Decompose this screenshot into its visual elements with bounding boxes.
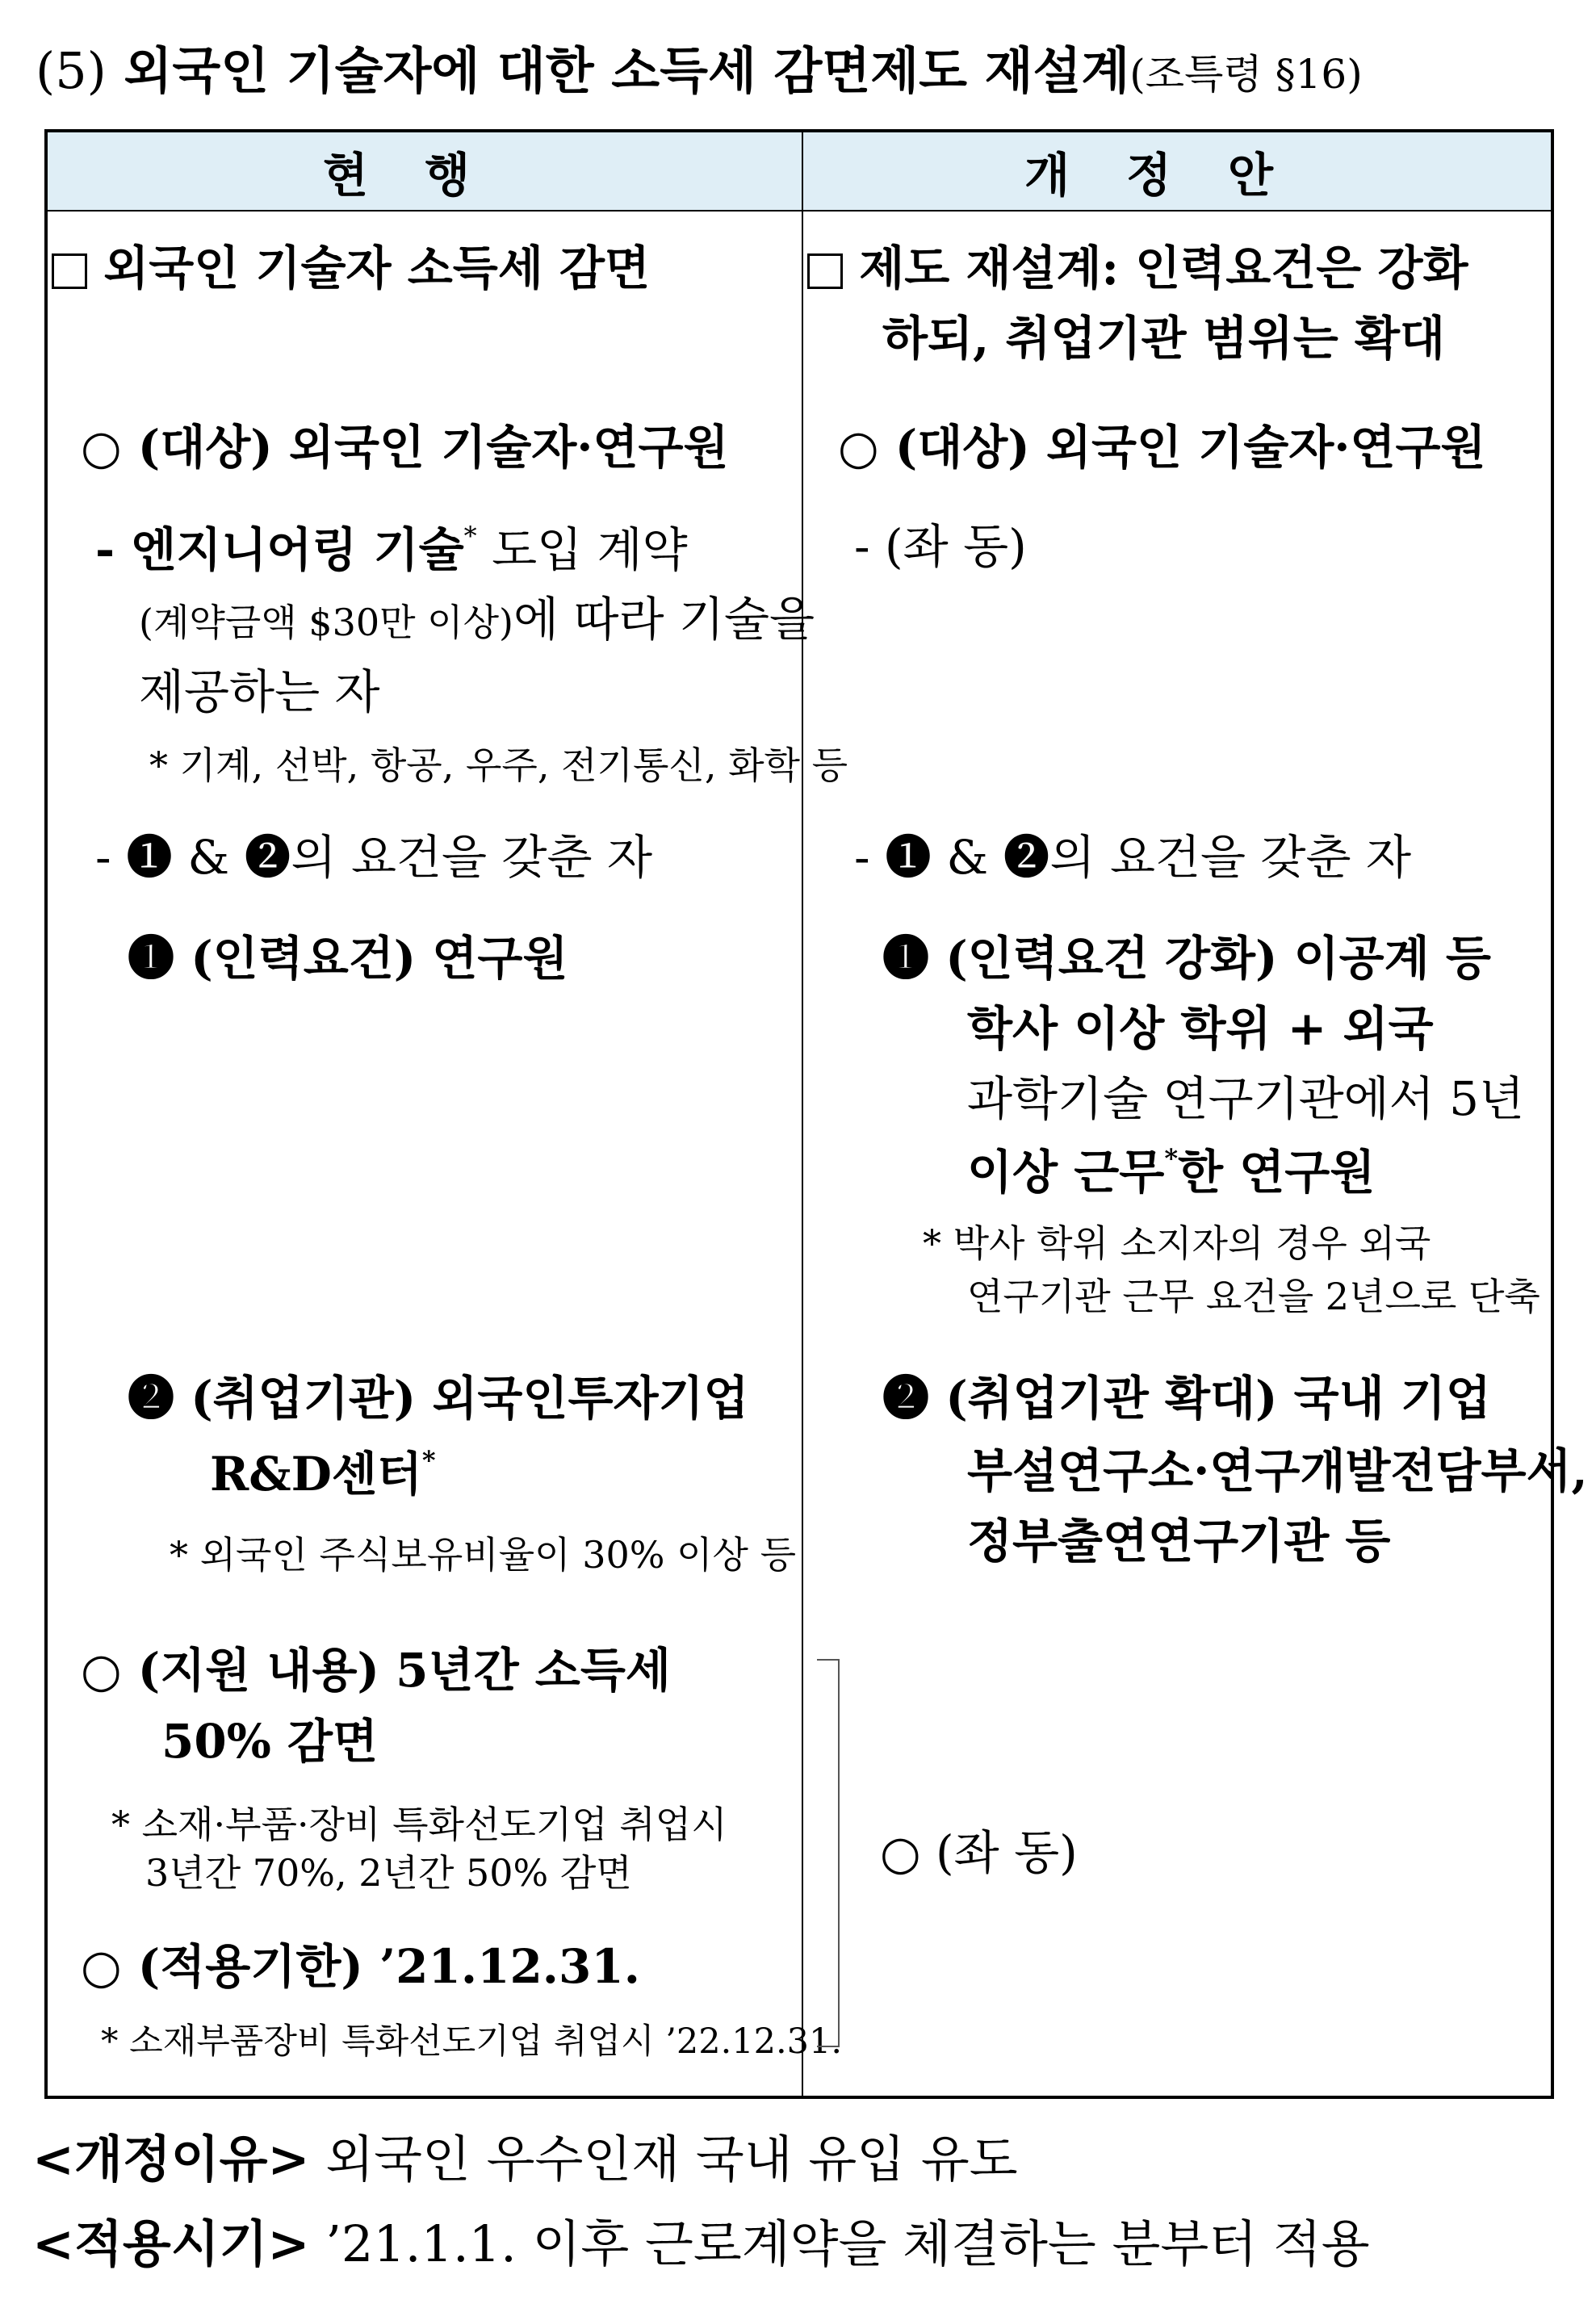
proposed-req2-line3: 정부출연연구기관 등 xyxy=(967,1514,1391,1569)
current-engineering-line1: - 엔지니어링 기술* 도입 계약 xyxy=(95,521,688,577)
current-req2-line1: ❷ (취업기관) 외국인투자기업 xyxy=(128,1371,749,1426)
current-support-note1: * 소재·부품·장비 특화선도기업 취업시 xyxy=(111,1803,727,1846)
checkbox-square-icon xyxy=(807,253,843,289)
header-proposed: 개정안 xyxy=(1024,148,1330,203)
proposed-same2: ○ (좌 동) xyxy=(880,1825,1078,1880)
proposed-req2-line1: ❷ (취업기관 확대) 국내 기업 xyxy=(882,1371,1491,1426)
current-req1: ❶ (인력요건) 연구원 xyxy=(128,931,568,986)
header-current: 현행 xyxy=(322,148,527,203)
current-req2-line2: R&D센터* xyxy=(210,1445,436,1502)
proposed-same: - (좌 동) xyxy=(854,519,1027,574)
proposed-req1-line3: 과학기술 연구기관에서 5년 xyxy=(967,1071,1525,1126)
proposed-req2-line2: 부설연구소·연구개발전담부서, xyxy=(967,1443,1588,1498)
proposed-heading-line2: 하되, 취업기관 범위는 확대 xyxy=(882,311,1446,366)
current-req2-note: * 외국인 주식보유비율이 30% 이상 등 xyxy=(170,1533,797,1577)
current-support-line1: ○ (지원 내용) 5년간 소득세 xyxy=(81,1643,671,1698)
current-support-line2: 50% 감면 xyxy=(161,1714,379,1769)
proposed-heading-line1: 제도 재설계: 인력요건은 강화 xyxy=(807,245,1468,291)
proposed-target: ○ (대상) 외국인 기술자·연구원 xyxy=(838,420,1486,475)
apply-line: <적용시기> ’21.1.1. 이후 근로계약을 체결하는 분부터 적용 xyxy=(32,2214,1370,2273)
proposed-req1-line2: 학사 이상 학위 + 외국 xyxy=(967,1001,1434,1056)
proposed-req1-note1: * 박사 학위 소지자의 경우 외국 xyxy=(923,1221,1431,1265)
proposed-req1-line1: ❶ (인력요건 강화) 이공계 등 xyxy=(882,931,1491,986)
footnote-asterisk: * xyxy=(421,1445,436,1476)
footnote-asterisk: * xyxy=(463,521,477,551)
current-engineering-line2: (계약금액 $30만 이상)에 따라 기술을 xyxy=(139,592,815,647)
page-title: (5) 외국인 기술자에 대한 소득세 감면제도 재설계(조특령 §16) xyxy=(36,41,1363,100)
checkbox-square-icon xyxy=(52,253,87,289)
bracket-line xyxy=(817,1659,840,2047)
footnote-asterisk: * xyxy=(1164,1143,1179,1174)
current-engineering-line3: 제공하는 자 xyxy=(139,664,380,719)
proposed-req1-line4: 이상 근무*한 연구원 xyxy=(967,1143,1376,1200)
proposed-req1-note2: 연구기관 근무 요건을 2년으로 단축 xyxy=(967,1275,1540,1318)
column-divider xyxy=(802,132,803,2096)
current-heading: 외국인 기술자 소득세 감면 xyxy=(52,245,650,291)
reason-line: <개정이유> 외국인 우수인재 국내 유입 유도 xyxy=(32,2130,1018,2189)
current-target: ○ (대상) 외국인 기술자·연구원 xyxy=(81,420,729,475)
current-support-note2: 3년간 70%, 2년간 50% 감면 xyxy=(145,1851,632,1895)
proposed-requirement: - ❶ & ❷의 요건을 갖춘 자 xyxy=(854,830,1412,885)
current-deadline-note: * 소재부품장비 특화선도기업 취업시 ’22.12.31. xyxy=(101,2021,843,2062)
current-requirement: - ❶ & ❷의 요건을 갖춘 자 xyxy=(95,830,653,885)
current-engineering-note: * 기계, 선박, 항공, 우주, 전기통신, 화학 등 xyxy=(149,744,848,787)
current-deadline: ○ (적용기한) ’21.12.31. xyxy=(81,1939,640,1994)
